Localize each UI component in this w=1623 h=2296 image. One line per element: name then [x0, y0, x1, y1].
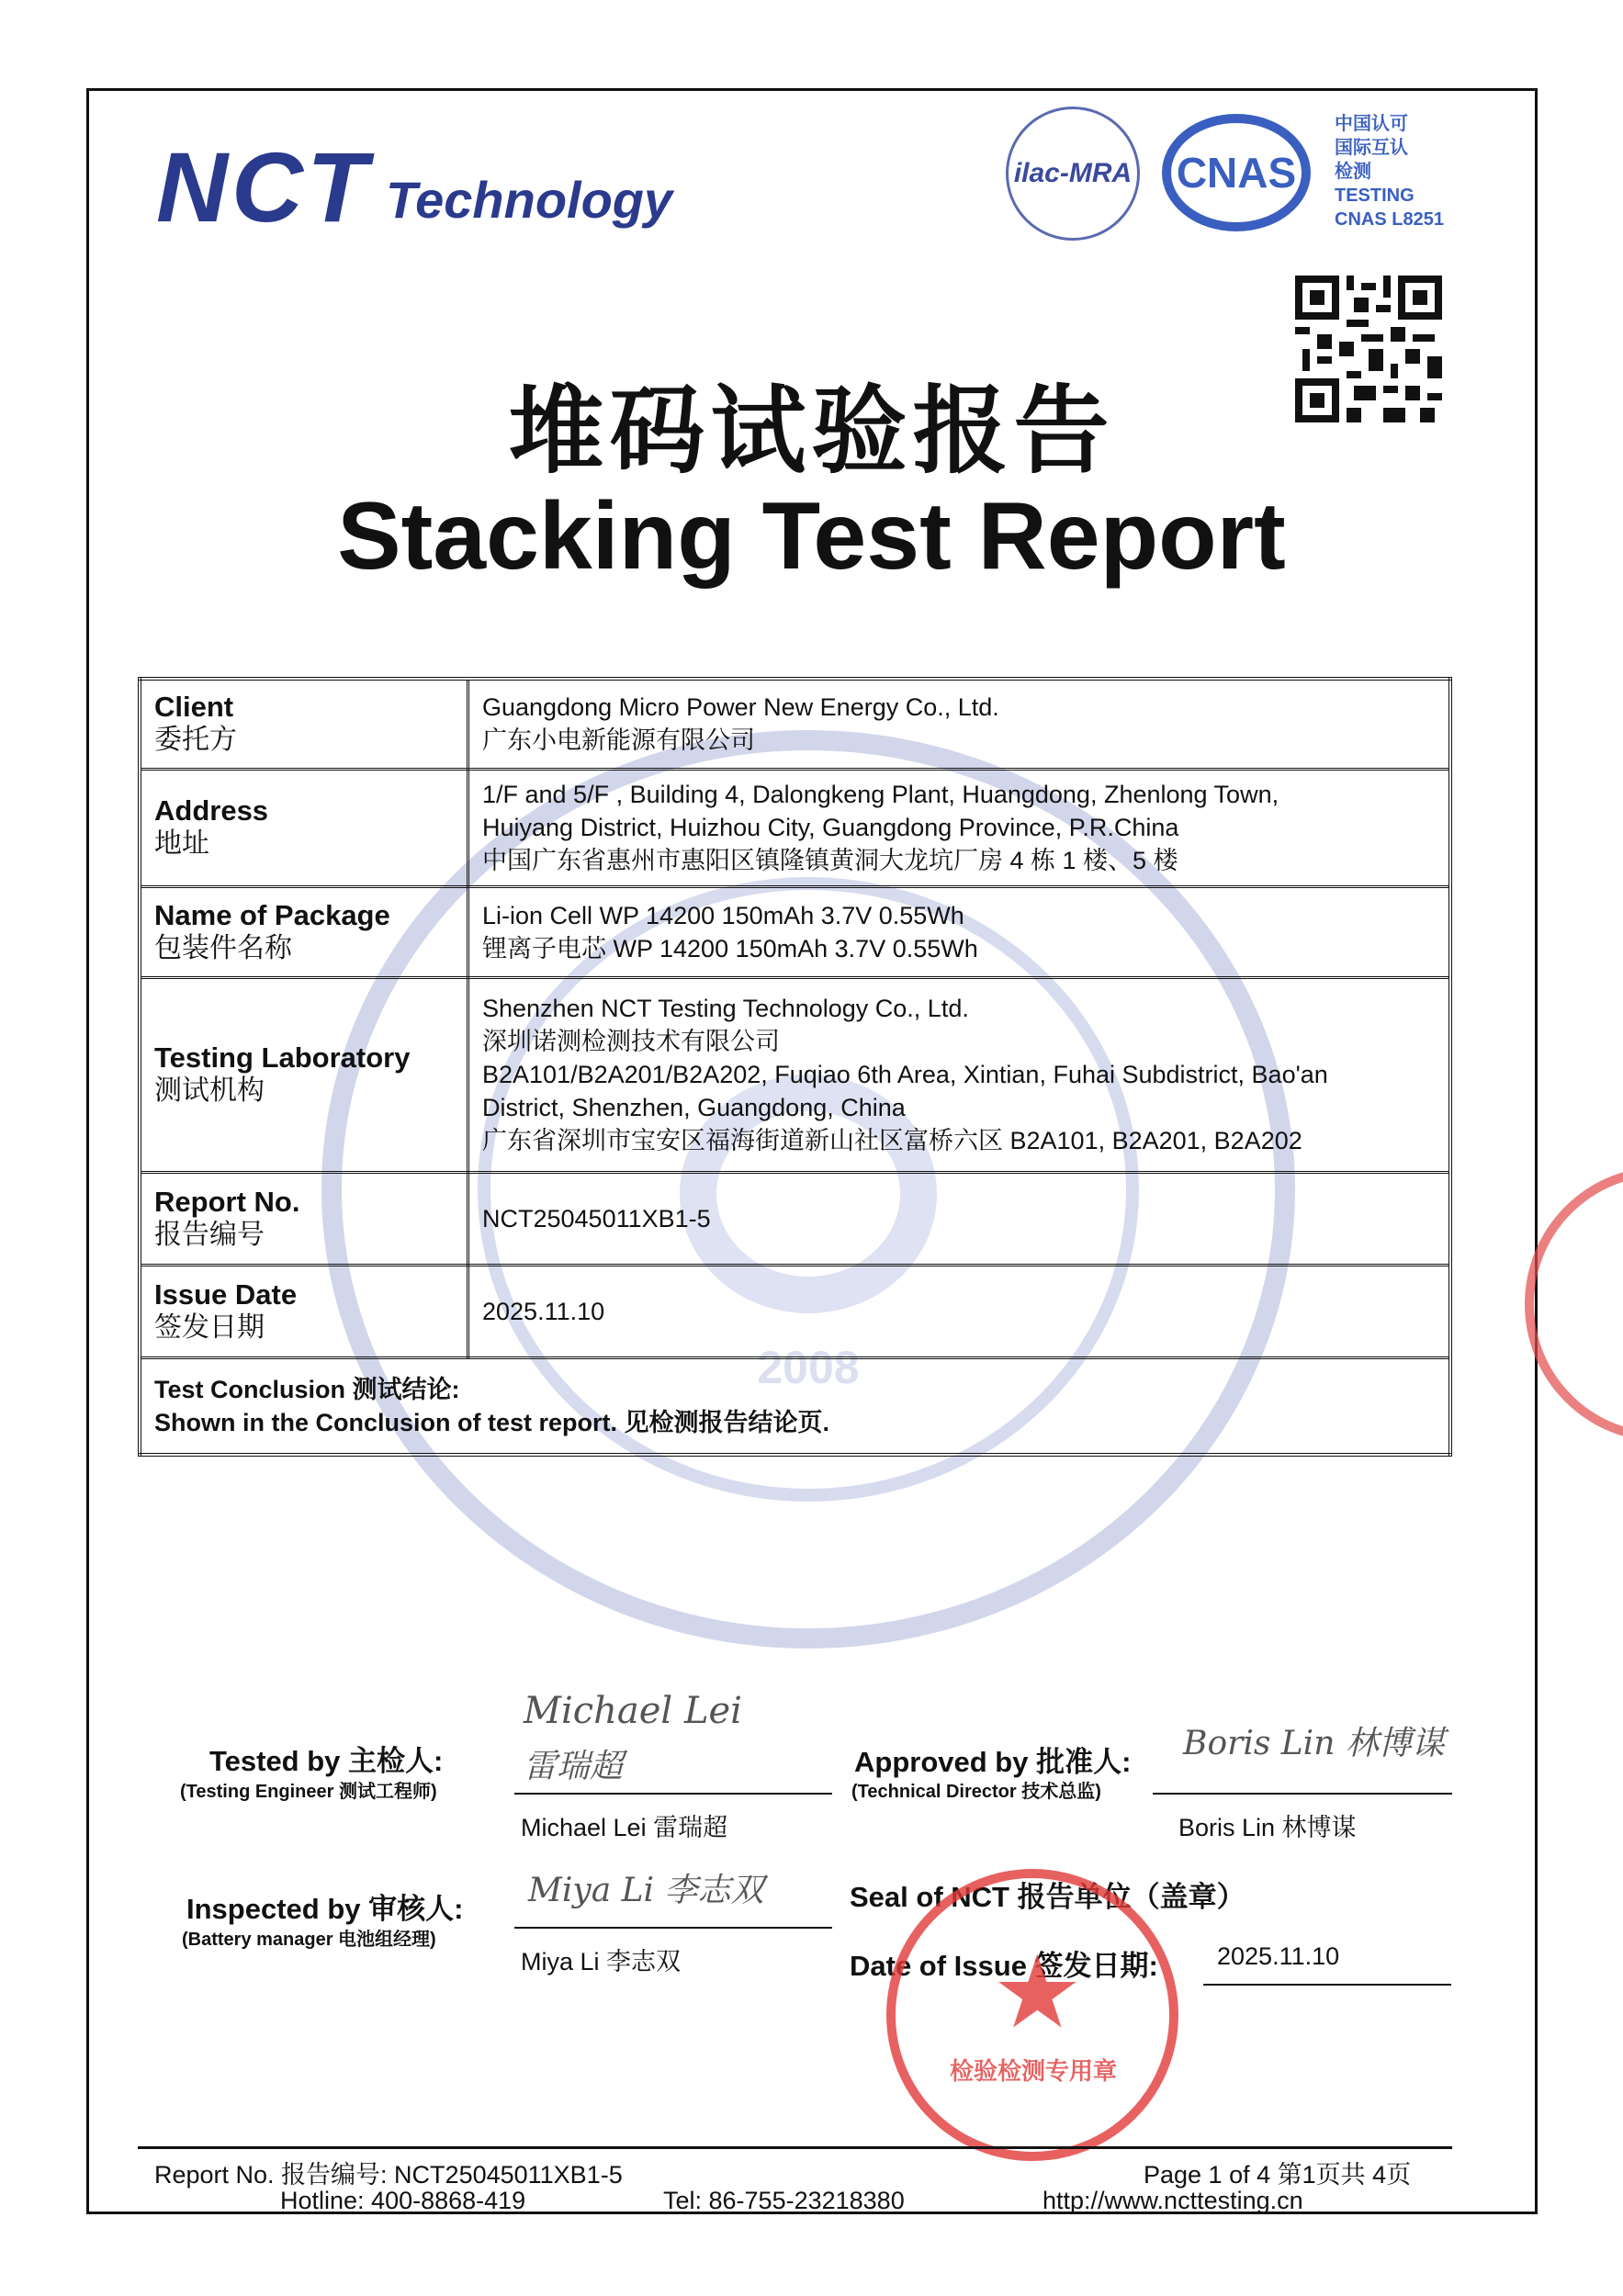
- seal-label: Seal of NCT 报告单位（盖章）: [850, 1881, 1245, 1913]
- approved-by-signature: Boris Lin 林博谋: [1183, 1725, 1445, 1762]
- report-title-cn: 堆码试验报告: [508, 374, 1115, 487]
- table-row-report-no: [140, 1172, 1450, 1265]
- nct-logo: NCT: [156, 131, 371, 242]
- table-row-issue-date: [140, 1265, 1450, 1357]
- inspected-by-line: [514, 1927, 832, 1929]
- technology-logo-text: Technology: [386, 171, 673, 229]
- footer-tel: Tel: 86-755-23218380: [663, 2187, 905, 2214]
- tested-by-label: Tested by 主检人:: [209, 1745, 444, 1777]
- tested-by-role: (Testing Engineer 测试工程师): [180, 1782, 437, 1802]
- table-row-address: [140, 769, 1450, 886]
- issue-date-label: Issue Date 签发日期: [140, 1265, 468, 1357]
- seal-star-icon: ★: [992, 1936, 1083, 2049]
- table-row-client: [140, 679, 1450, 769]
- report-info-table: [138, 677, 1452, 1457]
- lab-value: Shenzhen NCT Testing Technology Co., Ltd. 深圳诺测检测技术有限公司 B2A101/B2A201/B2A202, Fuqiao 6th Area, Xintian, Fuhai Subdistrict, Bao'an District, Shenzhen, Guangdong, China 广东省深圳市宝安区福海街道新山社区富桥六区 B2A101, B2A201, B2A202: [468, 977, 1451, 1172]
- issue-date-value: 2025.11.10: [468, 1265, 1451, 1357]
- edge-seal-stamp: [1525, 1166, 1623, 1442]
- approved-by-role: (Technical Director 技术总监): [851, 1782, 1101, 1802]
- tested-by-line: [514, 1793, 832, 1795]
- client-label: Client 委托方: [140, 679, 468, 769]
- client-value: Guangdong Micro Power New Energy Co., Ltd. 广东小电新能源有限公司: [468, 679, 1451, 769]
- table-row-lab: [140, 977, 1450, 1172]
- ilac-mra-logo: ilac-MRA: [1006, 107, 1140, 241]
- report-no-label: Report No. 报告编号: [140, 1172, 468, 1265]
- seal-stamp-text: 检验检测专用章: [949, 2057, 1117, 2085]
- test-conclusion: Test Conclusion 测试结论: Shown in the Conclusion of test report. 见检测报告结论页.: [140, 1357, 1450, 1455]
- tested-by-signature-cn: 雷瑞超: [524, 1748, 624, 1785]
- approved-by-label: Approved by 批准人:: [854, 1746, 1132, 1778]
- footer-report-no: Report No. 报告编号: NCT25045011XB1-5: [154, 2161, 623, 2189]
- table-row-package: [140, 886, 1450, 977]
- footer-divider: [138, 2146, 1452, 2149]
- inspected-by-label: Inspected by 审核人:: [186, 1893, 464, 1925]
- address-value: 1/F and 5/F , Building 4, Dalongkeng Plant, Huangdong, Zhenlong Town, Huiyang District, Huizhou City, Guangdong Province, P.R.China 中国广东省惠州市惠阳区镇隆镇黄洞大龙坑厂房 4 栋 1 楼、5 楼: [468, 769, 1451, 886]
- tested-by-name: Michael Lei 雷瑞超: [521, 1814, 728, 1841]
- approved-by-line: [1153, 1793, 1452, 1795]
- package-label: Name of Package 包装件名称: [140, 886, 468, 977]
- address-label: Address 地址: [140, 769, 468, 886]
- table-row-conclusion: [140, 1357, 1450, 1455]
- package-value: Li-ion Cell WP 14200 150mAh 3.7V 0.55Wh 锂离子电芯 WP 14200 150mAh 3.7V 0.55Wh: [468, 886, 1451, 977]
- lab-label: Testing Laboratory 测试机构: [140, 977, 468, 1172]
- cnas-accreditation-text: 中国认可 国际互认 检测 TESTING CNAS L8251: [1335, 114, 1444, 230]
- inspected-by-role: (Battery manager 电池组经理): [182, 1930, 436, 1950]
- approved-by-name: Boris Lin 林博谋: [1178, 1814, 1357, 1841]
- footer-website-link[interactable]: http://www.ncttesting.cn: [1043, 2187, 1303, 2214]
- report-title-en: Stacking Test Report: [337, 483, 1286, 590]
- footer-hotline: Hotline: 400-8868-419: [280, 2187, 526, 2214]
- inspected-by-name: Miya Li 李志双: [521, 1948, 682, 1975]
- footer-page-number: Page 1 of 4 第1页共 4页: [1144, 2161, 1412, 2189]
- watermark-year: 2008: [757, 1342, 860, 1393]
- cnas-logo: CNAS: [1162, 114, 1311, 231]
- date-of-issue-line: [1203, 1984, 1451, 1986]
- date-of-issue-label: Date of Issue 签发日期:: [850, 1950, 1158, 1982]
- inspected-by-signature: Miya Li 李志双: [528, 1872, 764, 1909]
- date-of-issue-value: 2025.11.10: [1217, 1942, 1340, 1970]
- tested-by-signature: Michael Lei: [524, 1690, 742, 1732]
- report-no-value: NCT25045011XB1-5: [468, 1172, 1451, 1265]
